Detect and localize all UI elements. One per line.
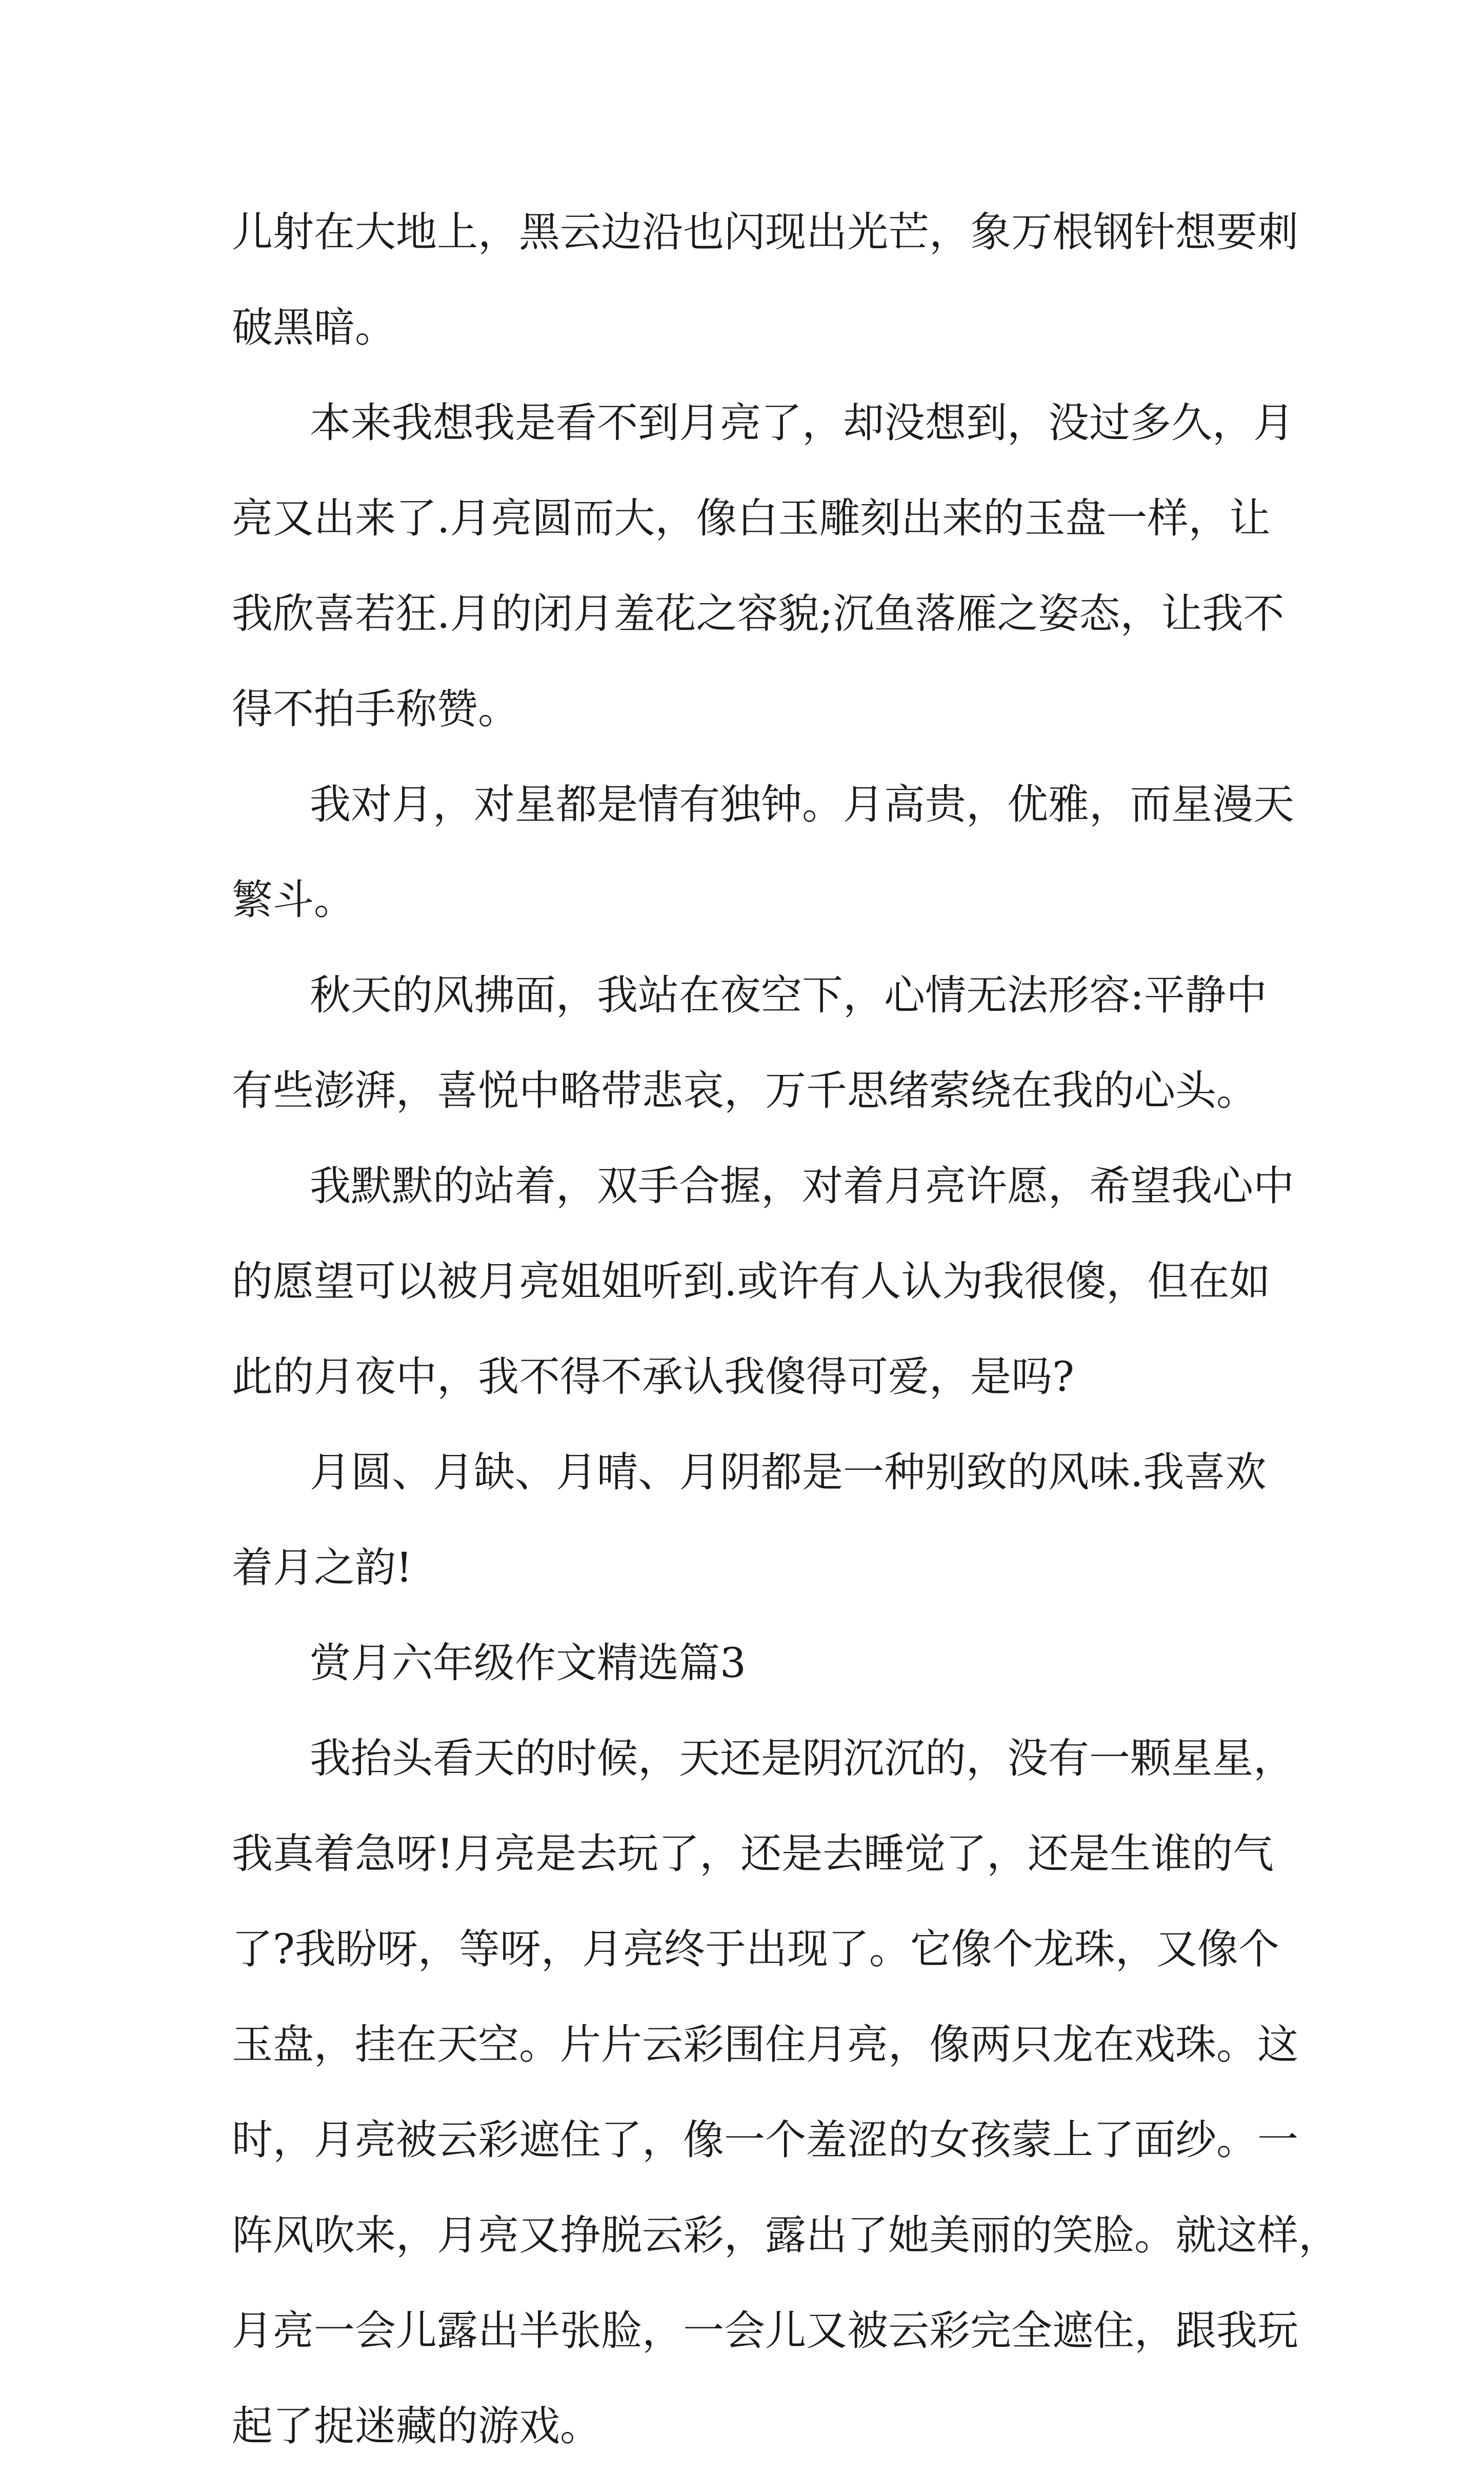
text-line: 我对月，对星都是情有独钟。月高贵，优雅，而星漫天 [310,781,1294,828]
text-line: 月亮一会儿露出半张脸，一会儿又被云彩完全遮住，跟我玩 [232,2307,1298,2355]
text-line: 我真着急呀!月亮是去玩了，还是去睡觉了，还是生谁的气 [232,1830,1274,1878]
text-line: 繁斗。 [232,876,355,924]
text-line: 月圆、月缺、月晴、月阴都是一种别致的风味.我喜欢 [310,1448,1267,1496]
text-line: 秋天的风拂面，我站在夜空下，心情无法形容:平静中 [310,971,1267,1019]
text-line: 有些澎湃，喜悦中略带悲哀，万千思绪萦绕在我的心头。 [232,1067,1257,1114]
text-line: 阵风吹来，月亮又挣脱云彩，露出了她美丽的笑脸。就这样， [232,2211,1339,2259]
text-line: 起了捉迷藏的游戏。 [232,2402,601,2450]
text-line: 我抬头看天的时候，天还是阴沉沉的，没有一颗星星， [310,1734,1294,1782]
text-line: 亮又出来了.月亮圆而大，像白玉雕刻出来的玉盘一样，让 [232,494,1271,542]
text-line: 着月之韵! [232,1544,413,1591]
text-line: 的愿望可以被月亮姐姐听到.或许有人认为我很傻，但在如 [232,1258,1271,1305]
document-body [232,185,1339,2474]
text-line: 本来我想我是看不到月亮了，却没想到，没过多久，月 [310,399,1294,447]
text-line: 时，月亮被云彩遮住了，像一个羞涩的女孩蒙上了面纱。一 [232,2116,1298,2164]
text-line: 得不拍手称赞。 [232,685,519,733]
section-heading: 赏月六年级作文精选篇3 [310,1639,746,1687]
text-line: 此的月夜中，我不得不承认我傻得可爱，是吗? [232,1353,1074,1401]
text-line: 了?我盼呀，等呀，月亮终于出现了。它像个龙珠，又像个 [232,1925,1279,1973]
text-line: 我默默的站着，双手合握，对着月亮许愿，希望我心中 [310,1162,1294,1210]
text-line: 我欣喜若狂.月的闭月羞花之容貌;沉鱼落雁之姿态，让我不 [232,590,1285,637]
text-line: 破黑暗。 [232,304,396,351]
text-line: 儿射在大地上，黑云边沿也闪现出光芒，象万根钢针想要刺 [232,208,1298,256]
text-line: 玉盘，挂在天空。片片云彩围住月亮，像两只龙在戏珠。这 [232,2021,1298,2068]
